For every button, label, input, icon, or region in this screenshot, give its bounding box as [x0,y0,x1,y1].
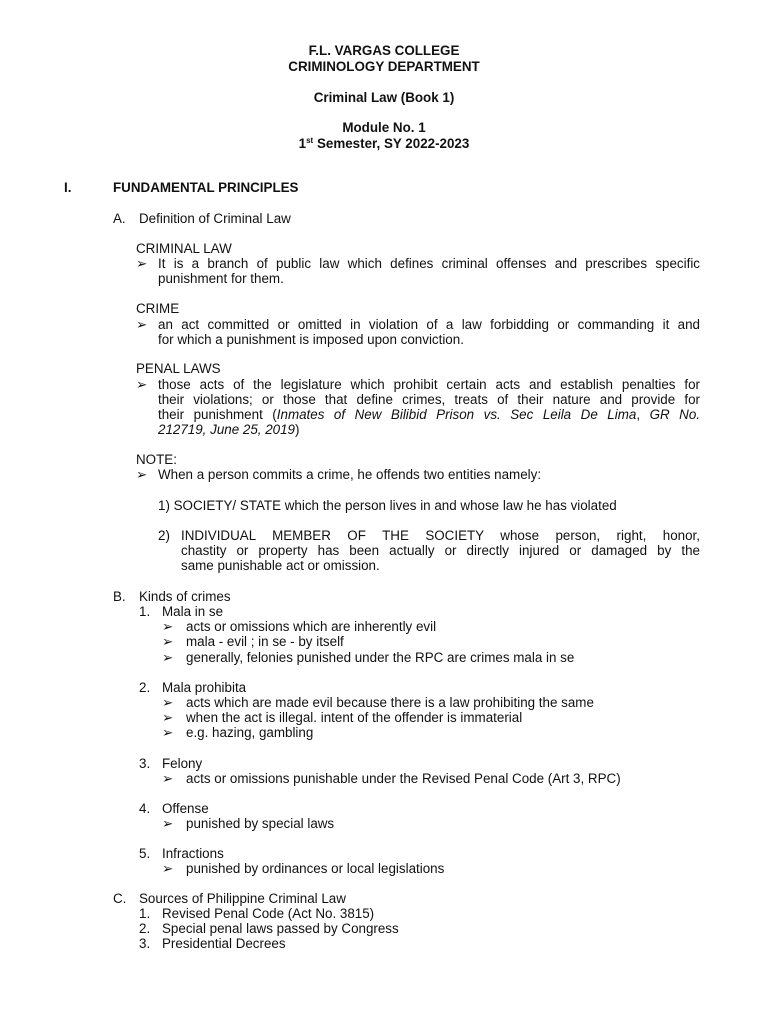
module-number: Module No. 1 [342,120,426,135]
penal-laws-def-line4 [158,422,299,438]
source-number: 3. [139,936,151,951]
citation-date: 212719, June 25, 2019 [158,422,296,437]
section-numeral: I. [64,180,72,195]
note-term: NOTE: [136,452,177,467]
semester-rest: Semester, SY 2022-2023 [313,136,470,151]
criminal-law-term: CRIMINAL LAW [136,241,232,256]
source-number: 1. [139,906,151,921]
citation-gr-number: GR No. [649,407,701,422]
source-number: 2. [139,921,151,936]
part-c-title: Sources of Philippine Criminal Law [139,891,346,906]
penal-laws-line3-start: their punishment ( [158,407,277,422]
arrow-bullet-icon: ➢ [136,256,148,271]
crime-def-line1: an act committed or omitted in violation of a law forbidding or commanding it and [158,317,700,332]
semester-number: 1 [298,136,307,151]
note-item-2-line1: INDIVIDUAL MEMBER OF THE SOCIETY whose person, right, honor, [181,528,700,543]
source-item: Special penal laws passed by Congress [162,921,399,936]
part-a-label: A. [113,211,126,226]
department-name: CRIMINOLOGY DEPARTMENT [288,59,480,74]
penal-laws-def-line1: those acts of the legislature which prohibit certain acts and establish penalties for [158,377,700,392]
crime-term: CRIME [136,301,180,316]
kind-bullet: acts or omissions punishable under the Revised Penal Code (Art 3, RPC) [186,771,621,786]
course-title: Criminal Law (Book 1) [313,90,455,105]
note-line1: When a person commits a crime, he offends two entities namely: [158,467,542,482]
kind-name: Mala in se [162,604,224,619]
part-c-label: C. [113,891,127,906]
kind-bullet: when the act is illegal. intent of the offender is immaterial [186,710,523,725]
kind-bullet: e.g. hazing, gambling [186,725,314,740]
arrow-bullet-icon: ➢ [162,619,174,634]
arrow-bullet-icon: ➢ [162,816,174,831]
part-b-label: B. [113,589,126,604]
source-item: Presidential Decrees [162,936,286,951]
penal-laws-def-line2: their violations; or those that define crimes, treats of their nature and provide for [158,392,700,407]
kind-name: Infractions [162,846,224,861]
crime-def-line2: for which a punishment is imposed upon conviction. [158,332,464,347]
arrow-bullet-icon: ➢ [162,634,174,649]
kind-bullet: acts or omissions which are inherently evil [186,619,437,634]
note-item-2-line3: same punishable act or omission. [181,558,380,573]
criminal-law-def-line2: punishment for them. [158,271,284,286]
section-title: FUNDAMENTAL PRINCIPLES [113,180,299,195]
kind-bullet: punished by ordinances or local legislations [186,861,445,876]
note-item-2-line2: chastity or property has been actually or directly injured or damaged by the [181,543,700,558]
arrow-bullet-icon: ➢ [162,650,174,665]
college-name: F.L. VARGAS COLLEGE [308,43,460,58]
arrow-bullet-icon: ➢ [162,710,174,725]
arrow-bullet-icon: ➢ [136,467,148,482]
arrow-bullet-icon: ➢ [136,317,148,332]
semester-line [0,136,768,152]
kind-bullet: mala - evil ; in se - by itself [186,634,344,649]
citation-comma: , [636,407,650,422]
source-item: Revised Penal Code (Act No. 3815) [162,906,375,921]
citation-close: ) [295,422,300,437]
note-item-1: 1) SOCIETY/ STATE which the person lives in and whose law he has violated [158,498,617,513]
kind-number: 2. [139,680,151,695]
citation-case-name: Inmates of New Bilibid Prison vs. Sec Leila De Lima [276,407,637,422]
kind-name: Mala prohibita [162,680,247,695]
kind-number: 5. [139,846,151,861]
arrow-bullet-icon: ➢ [162,771,174,786]
kind-number: 1. [139,604,151,619]
part-a-title: Definition of Criminal Law [139,211,291,226]
kind-number: 4. [139,801,151,816]
penal-laws-def-line3 [158,407,700,423]
arrow-bullet-icon: ➢ [162,725,174,740]
semester-ordinal-suffix: st [306,136,314,145]
arrow-bullet-icon: ➢ [162,695,174,710]
part-b-title: Kinds of crimes [139,589,231,604]
kind-name: Felony [162,756,203,771]
kind-bullet: acts which are made evil because there is a law prohibiting the same [186,695,594,710]
arrow-bullet-icon: ➢ [162,861,174,876]
arrow-bullet-icon: ➢ [136,377,148,392]
kind-number: 3. [139,756,151,771]
kind-name: Offense [162,801,209,816]
criminal-law-def-line1: It is a branch of public law which defines criminal offenses and prescribes specific [158,256,700,271]
note-item-2-number: 2) [158,528,170,543]
kind-bullet: generally, felonies punished under the RPC are crimes mala in se [186,650,575,665]
kind-bullet: punished by special laws [186,816,335,831]
penal-laws-term: PENAL LAWS [136,361,221,376]
